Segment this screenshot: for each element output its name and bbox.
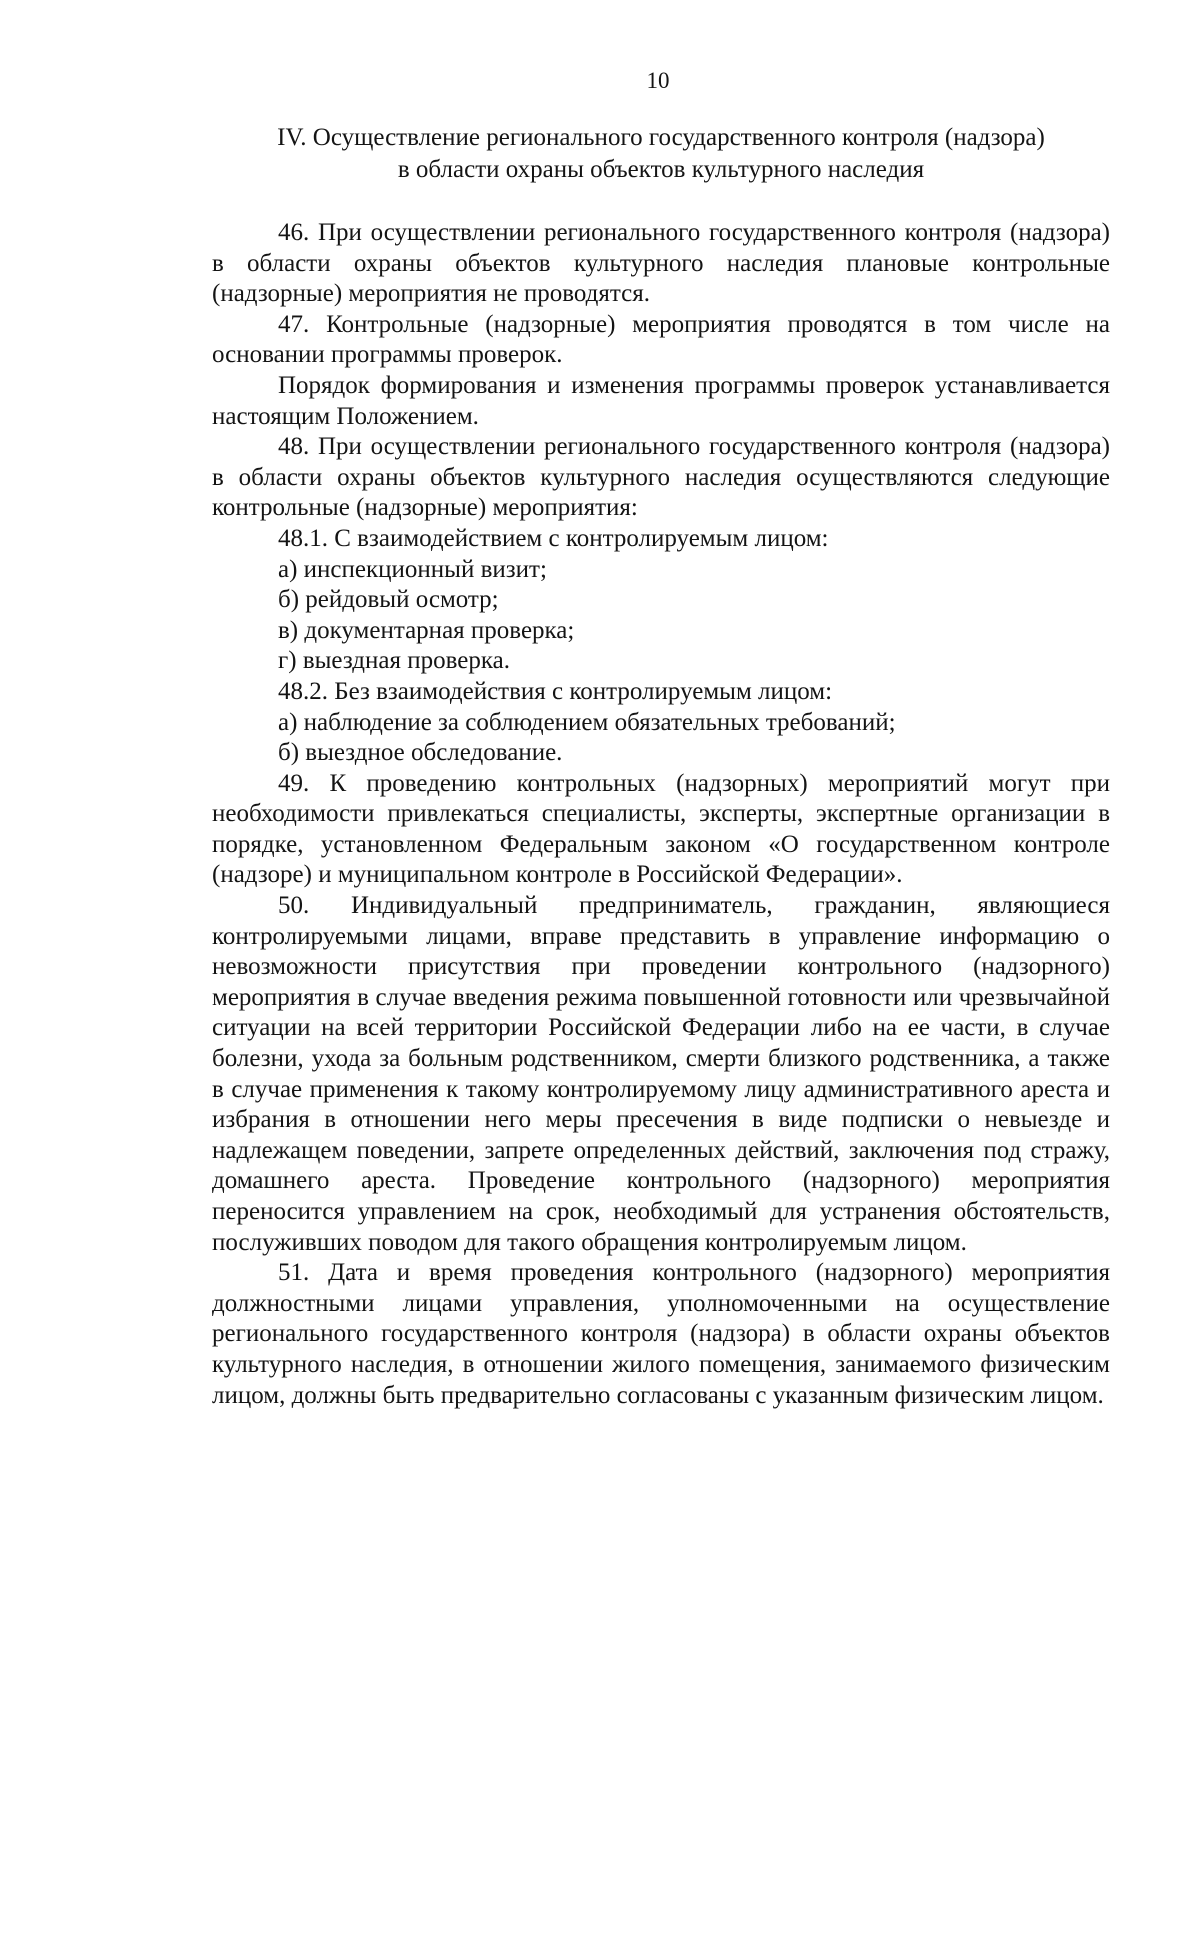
paragraph-47-continuation: Порядок формирования и изменения программы проверок устанавливается настоящим Положением.: [212, 371, 1110, 430]
list-item-48-1-a: а) инспекционный визит;: [278, 555, 547, 583]
section-heading-line-1: IV. Осуществление регионального государственного контроля (надзора): [277, 124, 1045, 151]
document-body: [212, 218, 1110, 1411]
paragraph-50: 50. Индивидуальный предприниматель, гражданин, являющиеся контролируемыми лицами, вправе представить в управление информацию о невозможности присутствия при проведении контрольного (надзорного) мероприятия в случае введения режима повышенной готовности или чрезвычайной ситуации на всей территории Российской Федерации либо на ее части, в случае болезни, ухода за больным родственником, смерти близкого родственника, а также в случае применения к такому контролируемому лицу административного ареста и избрания в отношении него меры пресечения в виде подписки о невыезде и надлежащем поведении, запрете определенных действий, заключения под стражу, домашнего ареста. Проведение контрольного (надзорного) мероприятия переносится управлением на срок, необходимый для устранения обстоятельств, послуживших поводом для такого обращения контролируемым лицом.: [212, 892, 1110, 1256]
section-heading: [212, 122, 1110, 186]
list-item-48-1-b: б) рейдовый осмотр;: [278, 586, 499, 614]
paragraph-46: 46. При осуществлении регионального государственного контроля (надзора) в области охраны объектов культурного наследия плановые контрольные (надзорные) мероприятия не проводятся.: [212, 219, 1110, 308]
list-item-48-1-c: в) документарная проверка;: [278, 616, 575, 644]
page-number: 10: [646, 68, 670, 93]
paragraph-48-2: 48.2. Без взаимодействия с контролируемым лицом:: [278, 677, 833, 705]
paragraph-48-1: 48.1. С взаимодействием с контролируемым лицом:: [278, 524, 829, 552]
paragraph-49: 49. К проведению контрольных (надзорных) мероприятий могут при необходимости привлекаться специалисты, эксперты, экспертные организации в порядке, установленном Федеральным законом «О государственном контроле (надзоре) и муниципальном контроле в Российской Федерации».: [212, 769, 1110, 889]
list-item-48-1-d: г) выездная проверка.: [278, 647, 510, 675]
paragraph-48: 48. При осуществлении регионального государственного контроля (надзора) в области охраны объектов культурного наследия осуществляются следующие контрольные (надзорные) мероприятия:: [212, 433, 1110, 522]
list-item-48-2-b: б) выездное обследование.: [278, 739, 563, 767]
paragraph-47: 47. Контрольные (надзорные) мероприятия проводятся в том числе на основании программы проверок.: [212, 310, 1110, 369]
section-heading-line-2: в области охраны объектов культурного наследия: [397, 156, 925, 183]
list-item-48-2-a: а) наблюдение за соблюдением обязательных требований;: [278, 708, 896, 736]
paragraph-51: 51. Дата и время проведения контрольного (надзорного) мероприятия должностными лицами управления, уполномоченными на осуществление регионального государственного контроля (надзора) в области охраны объектов культурного наследия, в отношении жилого помещения, занимаемого физическим лицом, должны быть предварительно согласованы с указанным физическим лицом.: [212, 1259, 1110, 1409]
